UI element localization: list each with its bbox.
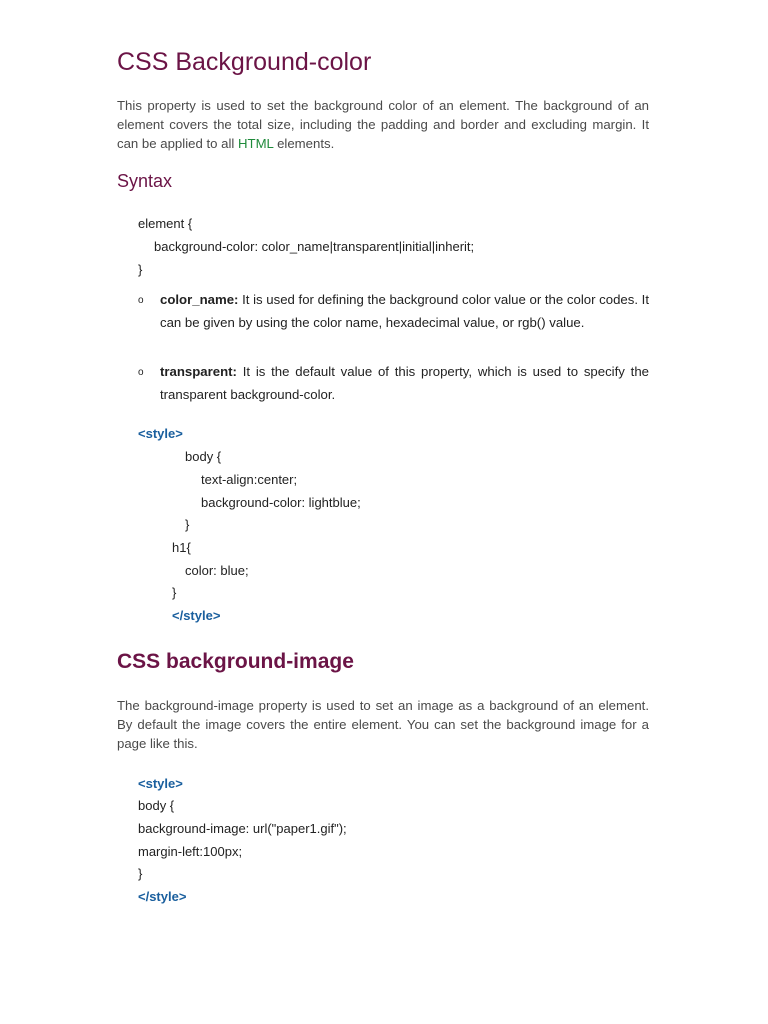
- code-open-tag: <style>: [138, 776, 183, 791]
- code-line: }: [138, 866, 143, 881]
- page-title: CSS Background-color: [117, 48, 372, 76]
- bullet-description: It is used for defining the background color value or the color codes. It can be given by using the color name, hexadecimal value, or rgb() value.: [160, 292, 649, 330]
- syntax-line: element {: [138, 216, 193, 231]
- intro-text-end: elements.: [273, 136, 335, 151]
- code-close-tag: </style>: [138, 889, 187, 904]
- intro-text: This property is used to set the background color of an element. The background of an element covers the total size, including the padding and border and excluding margin. It can be applied to all: [117, 98, 649, 151]
- code-line: body {: [185, 449, 222, 464]
- intro-paragraph: [117, 96, 649, 153]
- bullet-item-transparent: [160, 360, 649, 406]
- syntax-heading: Syntax: [117, 171, 173, 191]
- code-line: h1{: [172, 540, 191, 555]
- bullet-marker: o: [138, 295, 144, 306]
- bullet-item-color-name: [160, 288, 649, 334]
- bullet-term: color_name:: [160, 292, 239, 307]
- code-line: }: [185, 517, 190, 532]
- code-line: }: [172, 585, 177, 600]
- code-line: background-image: url("paper1.gif");: [138, 821, 347, 836]
- html-link[interactable]: HTML: [237, 136, 274, 151]
- code-line: background-color: lightblue;: [201, 495, 361, 510]
- code-line: color: blue;: [185, 563, 249, 578]
- syntax-line: background-color: color_name|transparent|initial|inherit;: [154, 239, 475, 254]
- code-line: body {: [138, 798, 175, 813]
- bullet-marker: o: [138, 367, 144, 378]
- background-image-paragraph: The background-image property is used to set an image as a background of an element. By default the image covers the entire element. You can set the background image for a page like this.: [117, 698, 649, 751]
- bullet-description: It is the default value of this property, which is used to specify the transparent background-color.: [160, 364, 649, 402]
- section-heading-background-image: CSS background-image: [117, 650, 354, 673]
- bullet-term: transparent:: [160, 364, 237, 379]
- code-line: margin-left:100px;: [138, 844, 243, 859]
- code-close-tag: </style>: [172, 608, 221, 623]
- code-open-tag: <style>: [138, 426, 183, 441]
- syntax-line: }: [138, 262, 143, 277]
- code-line: text-align:center;: [201, 472, 298, 487]
